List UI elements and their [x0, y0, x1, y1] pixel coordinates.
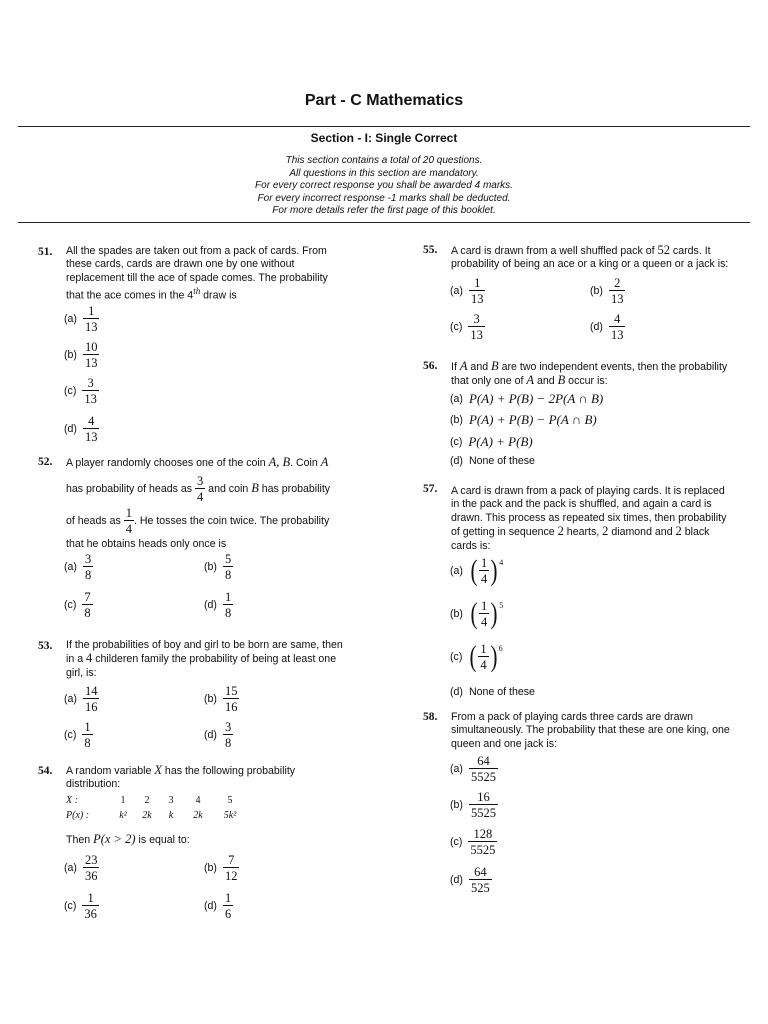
option-c[interactable] — [450, 642, 503, 672]
math: 4 — [86, 651, 93, 666]
math: A, B — [268, 455, 291, 469]
fraction — [82, 376, 99, 406]
instruction-line: For every incorrect response -1 marks shall be deducted. — [257, 192, 511, 204]
denominator: 8 — [84, 568, 92, 582]
option-b[interactable] — [204, 684, 239, 714]
fraction — [83, 684, 100, 714]
denominator: 13 — [470, 328, 483, 342]
option-label: (d) — [204, 729, 217, 741]
instruction-line: For every correct response you shall be awarded 4 marks. — [255, 180, 513, 192]
table-cell: 1 — [120, 795, 126, 806]
option-text: None of these — [468, 455, 535, 467]
text-line: these cards, cards are drawn one by one without — [66, 258, 295, 271]
numerator: 5 — [224, 552, 232, 566]
numerator: 1 — [224, 590, 232, 604]
left-paren: ( — [470, 554, 478, 587]
denominator: 13 — [84, 356, 98, 370]
math: A — [459, 359, 468, 373]
right-paren: ) — [490, 554, 498, 587]
text-line — [66, 764, 376, 778]
text-seg: are two independent events, then the probability — [498, 361, 728, 373]
table-cell: P(x) : — [66, 810, 90, 821]
power-expression — [469, 599, 503, 629]
numerator: 16 — [477, 790, 490, 804]
fraction — [223, 552, 233, 582]
math: 2 — [557, 524, 564, 539]
text-seg: draw is — [200, 289, 237, 302]
option-label: (a) — [450, 393, 463, 405]
exponent: 4 — [499, 558, 504, 567]
text-seg: that the ace comes in the 4 — [66, 289, 194, 302]
text-line: queen and one jack is: — [451, 737, 558, 750]
option-label: (a) — [64, 313, 77, 325]
fraction — [195, 474, 205, 504]
option-a[interactable] — [64, 684, 99, 714]
question-text — [451, 485, 756, 553]
numerator: 3 — [84, 552, 92, 566]
distribution-table — [66, 795, 250, 821]
numerator: 4 — [88, 414, 95, 428]
numerator: 1 — [87, 891, 94, 905]
denominator: 13 — [84, 392, 97, 406]
text-line: If the probabilities of boy and girl to be born are same, then — [66, 639, 343, 651]
numerator: 3 — [196, 474, 204, 489]
option-label: (a) — [450, 565, 463, 577]
option-c[interactable] — [64, 376, 99, 406]
text-line: girl, is: — [66, 666, 97, 679]
option-d[interactable] — [204, 891, 233, 921]
option-label: (b) — [450, 608, 463, 620]
option-c[interactable] — [450, 827, 497, 857]
text-seg: has probability — [258, 483, 331, 496]
fraction — [223, 590, 233, 620]
denominator: 36 — [84, 869, 98, 883]
superscript: th — [193, 286, 201, 297]
denominator: 8 — [224, 606, 232, 620]
option-b[interactable] — [204, 552, 233, 582]
question-text — [66, 833, 190, 847]
question-text — [66, 764, 376, 792]
option-c[interactable] — [64, 891, 99, 921]
denominator: 13 — [84, 320, 98, 334]
fraction — [479, 556, 489, 586]
left-paren: ( — [469, 640, 477, 673]
fraction — [468, 827, 497, 857]
text-line — [66, 285, 366, 303]
fraction — [83, 340, 100, 370]
numerator: 1 — [224, 891, 232, 905]
option-label: (b) — [204, 561, 217, 573]
option-c[interactable] — [64, 590, 93, 620]
question-number: 55. — [423, 244, 438, 256]
option-label: (a) — [64, 561, 77, 573]
text-seg: and coin — [205, 483, 252, 496]
denominator: 5525 — [470, 770, 496, 784]
text-seg: A player randomly chooses one of the coin — [66, 457, 269, 469]
numerator: 7 — [84, 590, 91, 604]
numerator: 1 — [84, 720, 91, 734]
section-instructions — [0, 155, 768, 218]
option-b[interactable] — [590, 276, 625, 306]
numerator: 1 — [474, 276, 481, 290]
fraction — [223, 853, 240, 883]
text-seg: and — [534, 375, 558, 388]
question-number: 52. — [38, 456, 53, 468]
option-d[interactable] — [204, 720, 233, 750]
section-title: Section - I: Single Correct — [310, 131, 458, 145]
text-line — [66, 506, 376, 536]
table-cell: k — [168, 810, 174, 821]
denominator: 13 — [84, 430, 98, 444]
text-seg: black — [681, 526, 710, 539]
fraction — [478, 642, 488, 672]
option-label: (c) — [450, 651, 463, 663]
numerator: 1 — [480, 599, 488, 613]
fraction — [223, 684, 240, 714]
text-line — [66, 652, 376, 666]
text-seg: A card is drawn from a well shuffled pack of — [451, 245, 658, 257]
option-b[interactable] — [450, 790, 498, 820]
math: A — [320, 455, 329, 469]
option-b[interactable] — [64, 340, 99, 370]
fraction — [469, 754, 498, 784]
table-cell: 3 — [168, 795, 174, 806]
denominator: 525 — [470, 881, 490, 895]
text-line: A card is drawn from a pack of playing cards. It is replaced — [451, 485, 725, 497]
table-row — [66, 795, 250, 806]
option-a[interactable] — [64, 304, 99, 334]
question-text — [451, 244, 756, 272]
denominator: 13 — [470, 292, 484, 306]
numerator: 128 — [473, 827, 493, 841]
denominator: 5525 — [470, 843, 496, 857]
denominator: 8 — [84, 736, 91, 750]
numerator: 10 — [84, 340, 98, 354]
text-line: cards is: — [451, 539, 491, 552]
option-a[interactable] — [450, 391, 603, 407]
option-a[interactable] — [64, 853, 99, 883]
numerator: 64 — [477, 754, 490, 768]
numerator: 1 — [125, 506, 132, 521]
option-label: (b) — [64, 349, 77, 361]
option-label: (a) — [450, 285, 463, 297]
text-line — [66, 456, 376, 470]
denominator: 4 — [480, 658, 487, 672]
math: A — [526, 373, 535, 388]
denominator: 5525 — [470, 806, 496, 820]
denominator: 13 — [610, 328, 624, 342]
math: B — [251, 481, 259, 496]
text-line: distribution: — [66, 778, 121, 791]
fraction — [469, 865, 492, 895]
divider-top — [18, 126, 750, 127]
math: B — [491, 359, 499, 373]
math: 2 — [675, 524, 682, 539]
option-d[interactable] — [64, 414, 99, 444]
text-line: simultaneously. The probability that these are one king, one — [451, 724, 730, 737]
denominator: 8 — [224, 736, 232, 750]
numerator: 15 — [224, 684, 238, 698]
instruction-line: All questions in this section are mandatory. — [289, 167, 479, 179]
option-d[interactable] — [450, 686, 535, 698]
fraction — [609, 312, 626, 342]
option-label: (a) — [64, 862, 77, 874]
text-seg: of getting in sequence — [451, 526, 558, 539]
fraction — [83, 304, 100, 334]
text-line: in the pack and the pack is shuffled, and again a card is — [451, 498, 712, 511]
denominator: 4 — [480, 572, 488, 586]
text-seg: . Coin — [290, 457, 321, 469]
fraction — [468, 312, 485, 342]
exponent: 6 — [498, 644, 503, 653]
denominator: 4 — [480, 615, 488, 629]
option-label: (c) — [64, 385, 77, 397]
math: B — [557, 373, 566, 388]
page-title: Part - C Mathematics — [304, 92, 464, 109]
option-label: (d) — [450, 874, 463, 886]
question-number: 54. — [38, 765, 53, 777]
fraction — [469, 276, 486, 306]
question-text — [66, 456, 376, 552]
right-paren: ) — [490, 640, 498, 673]
instruction-line: This section contains a total of 20 questions. — [285, 155, 483, 166]
option-text: None of these — [468, 686, 535, 698]
text-seg: of heads as — [66, 515, 124, 528]
exponent: 5 — [499, 601, 504, 610]
numerator: 23 — [84, 853, 98, 867]
text-line — [451, 374, 756, 388]
text-line — [451, 525, 756, 539]
math: 2 — [602, 524, 609, 539]
fraction — [83, 552, 93, 582]
option-a[interactable] — [64, 552, 93, 582]
option-label: (b) — [204, 693, 217, 705]
option-b[interactable] — [450, 412, 597, 428]
power-expression — [468, 642, 502, 672]
fraction — [479, 599, 489, 629]
question-text — [66, 639, 376, 680]
text-seg: A random variable — [66, 765, 155, 777]
table — [66, 795, 250, 821]
option-math: P(A) + P(B) − P(A ∩ B) — [468, 412, 597, 427]
numerator: 1 — [88, 304, 95, 318]
option-label: (d) — [64, 423, 77, 435]
text-line — [66, 474, 376, 504]
denominator: 13 — [610, 292, 624, 306]
option-label: (b) — [450, 799, 463, 811]
text-line: drawn. This process as repeated six times, then probability — [451, 511, 727, 524]
table-cell: 4 — [195, 795, 201, 806]
denominator: 36 — [84, 907, 97, 921]
option-label: (c) — [450, 836, 463, 848]
option-d[interactable] — [590, 312, 625, 342]
text-seg: If — [451, 361, 460, 373]
fraction — [82, 891, 99, 921]
fraction — [83, 414, 100, 444]
question-number: 53. — [38, 640, 53, 652]
text-seg: . He tosses the coin twice. The probability — [133, 515, 330, 528]
table-cell: k² — [119, 810, 127, 821]
text-seg: in a — [66, 653, 87, 666]
power-expression — [469, 556, 503, 586]
option-a[interactable] — [450, 276, 485, 306]
denominator: 8 — [224, 568, 232, 582]
question-number: 51. — [38, 246, 53, 258]
denominator: 16 — [84, 700, 98, 714]
math: X — [154, 763, 162, 777]
option-label: (d) — [204, 599, 217, 611]
option-c[interactable] — [450, 434, 533, 450]
question-text — [451, 711, 756, 751]
table-row — [66, 806, 250, 821]
text-line: All the spades are taken out from a pack of cards. From — [66, 245, 327, 257]
numerator: 3 — [87, 376, 94, 390]
text-line: that he obtains heads only once is — [66, 538, 227, 551]
denominator: 4 — [125, 522, 132, 537]
numerator: 3 — [224, 720, 232, 734]
numerator: 3 — [473, 312, 480, 326]
fraction — [124, 506, 134, 536]
fraction — [83, 853, 100, 883]
option-d[interactable] — [450, 865, 492, 895]
text-seg: and — [467, 361, 492, 373]
option-d[interactable] — [204, 590, 233, 620]
text-seg: that only one of — [451, 375, 527, 388]
fraction — [223, 720, 233, 750]
numerator: 4 — [614, 312, 621, 326]
numerator: 1 — [480, 642, 487, 656]
option-label: (c) — [450, 321, 463, 333]
instruction-line: For more details refer the first page of this booklet. — [272, 205, 496, 217]
text-line: probability of being an ace or a king or a queen or a jack is: — [451, 258, 729, 271]
option-label: (a) — [64, 693, 77, 705]
option-label: (b) — [204, 862, 217, 874]
fraction — [82, 590, 92, 620]
divider-bottom — [18, 222, 750, 223]
text-seg: cards. It — [669, 245, 711, 257]
denominator: 8 — [84, 606, 91, 620]
fraction — [223, 891, 233, 921]
option-label: (d) — [450, 455, 463, 467]
numerator: 2 — [614, 276, 621, 290]
text-seg: occur is: — [565, 375, 608, 388]
question-number: 58. — [423, 711, 438, 723]
option-b[interactable] — [204, 853, 239, 883]
option-label: (b) — [590, 285, 603, 297]
option-math: P(A) + P(B) — [468, 434, 533, 449]
fraction — [609, 276, 626, 306]
denominator: 12 — [224, 869, 238, 883]
table-cell: X : — [66, 795, 78, 806]
option-label: (d) — [204, 900, 217, 912]
option-d[interactable] — [450, 455, 535, 467]
left-paren: ( — [470, 597, 478, 630]
option-label: (d) — [450, 686, 463, 698]
numerator: 64 — [474, 865, 487, 879]
text-seg: Then — [66, 834, 94, 846]
right-paren: ) — [490, 597, 498, 630]
option-math: P(A) + P(B) − 2P(A ∩ B) — [468, 391, 604, 406]
option-c[interactable] — [64, 720, 93, 750]
denominator: 6 — [224, 907, 232, 921]
text-seg: has probability of heads as — [66, 483, 195, 496]
question-number: 57. — [423, 483, 438, 495]
option-a[interactable] — [450, 754, 498, 784]
numerator: 14 — [84, 684, 98, 698]
text-seg: has the following probability — [161, 765, 296, 777]
option-label: (d) — [590, 321, 603, 333]
denominator: 4 — [196, 490, 204, 505]
denominator: 16 — [224, 700, 238, 714]
option-b[interactable] — [450, 599, 503, 629]
option-label: (b) — [450, 414, 463, 426]
text-line — [451, 244, 756, 258]
option-label: (c) — [64, 729, 77, 741]
text-seg: diamond and — [608, 526, 676, 539]
fraction — [82, 720, 92, 750]
text-line — [451, 360, 756, 374]
numerator: 1 — [480, 556, 488, 570]
option-a[interactable] — [450, 556, 503, 586]
math: 52 — [657, 243, 670, 257]
option-c[interactable] — [450, 312, 485, 342]
option-label: (c) — [450, 436, 463, 448]
question-text — [451, 360, 756, 389]
table-cell: 2 — [144, 795, 150, 806]
text-line: From a pack of playing cards three cards are drawn — [451, 711, 694, 723]
text-seg: is equal to: — [135, 834, 190, 846]
option-label: (c) — [64, 900, 77, 912]
table-cell: 2k — [142, 810, 152, 821]
text-seg: childeren family the probability of being at least one — [92, 653, 337, 666]
numerator: 7 — [228, 853, 235, 867]
question-text — [66, 245, 366, 303]
table-cell: 2k — [193, 810, 203, 821]
option-label: (a) — [450, 763, 463, 775]
fraction — [469, 790, 498, 820]
table-cell: 5k² — [223, 810, 237, 821]
question-number: 56. — [423, 360, 438, 372]
option-label: (c) — [64, 599, 77, 611]
text-line: replacement till the ace of spade comes. The probability — [66, 271, 328, 284]
table-cell: 5 — [227, 795, 233, 806]
text-seg: hearts, — [563, 526, 603, 539]
math: P(x > 2) — [93, 832, 136, 846]
